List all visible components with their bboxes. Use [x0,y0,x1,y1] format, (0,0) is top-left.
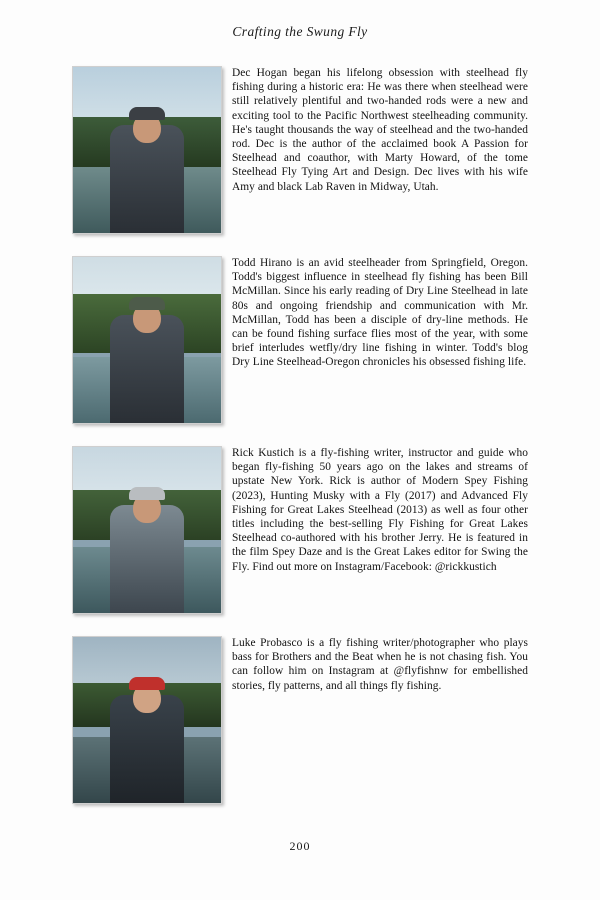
photo-frame [72,256,220,424]
photo-frame [72,636,220,804]
list-item [72,446,528,614]
photo-frame [72,66,220,234]
list-item [72,66,528,234]
photo-cap [129,107,165,120]
photo-cap [129,677,165,690]
photo-frame [72,446,220,614]
list-item [72,636,528,804]
running-head: Crafting the Swung Fly [232,24,368,39]
bio-paragraph: Todd Hirano is an avid steelheader from Springfield, Oregon. Todd's biggest influence in steelhead fly fishing has been Bill McMillan. Since his early reading of Dry Line Steelhead in late 80s and ongoing friendship and communication with Mr. McMillan, Todd has been a disciple of dry-line methods. He can be found fishing surface flies most of the year, with some brief interludes wetfly/dry line fishing in winter. Todd's blog Dry Line Steelhead-Oregon chronicles his obsessed fishing life. [232,257,528,369]
photo-cap [129,487,165,500]
bio-paragraph: Dec Hogan began his lifelong obsession with steelhead fly fishing during a historic era: He was there when steelhead were still relatively plentiful and two-handed rods were a new and exciting tool to the Pacific Northwest steelheading community. He's taught thousands the way of steelhead and the two-handed rod. Dec is the author of the acclaimed book A Passion for Steelhead and coauthor, with Marty Howard, of the tome Steelhead Fly Tying Art and Design. Dec lives with his wife Amy and black Lab Raven in Midway, Utah. [232,67,528,193]
portrait-photo-todd-hirano [72,256,222,424]
page-number: 200 [289,839,311,853]
list-item [72,256,528,424]
portrait-photo-rick-kustich [72,446,222,614]
bio-list [72,66,528,826]
bio-paragraph: Rick Kustich is a fly-fishing writer, instructor and guide who began fly-fishing 50 years ago on the lakes and streams of upstate New York. Rick is author of Modern Spey Fishing (2023), Hunting Musky with a Fly (2017) and Advanced Fly Fishing for Great Lakes Steelhead (2013) as well as four other titles including the best-selling Fly Fishing for Great Lakes Steelhead co-authored with his brother Jerry. He is featured in the film Spey Daze and is the Great Lakes editor for Swing the Fly. Find out more on Instagram/Facebook: @rickkustich [232,447,528,573]
photo-cap [129,297,165,310]
portrait-photo-dec-hogan [72,66,222,234]
bio-paragraph: Luke Probasco is a fly fishing writer/photographer who plays bass for Brothers and the Beat when he is not chasing fish. You can follow him on Instagram at @flyfishnw for embellished stories, fly patterns, and all things fly fishing. [232,637,528,692]
portrait-photo-luke-probasco [72,636,222,804]
